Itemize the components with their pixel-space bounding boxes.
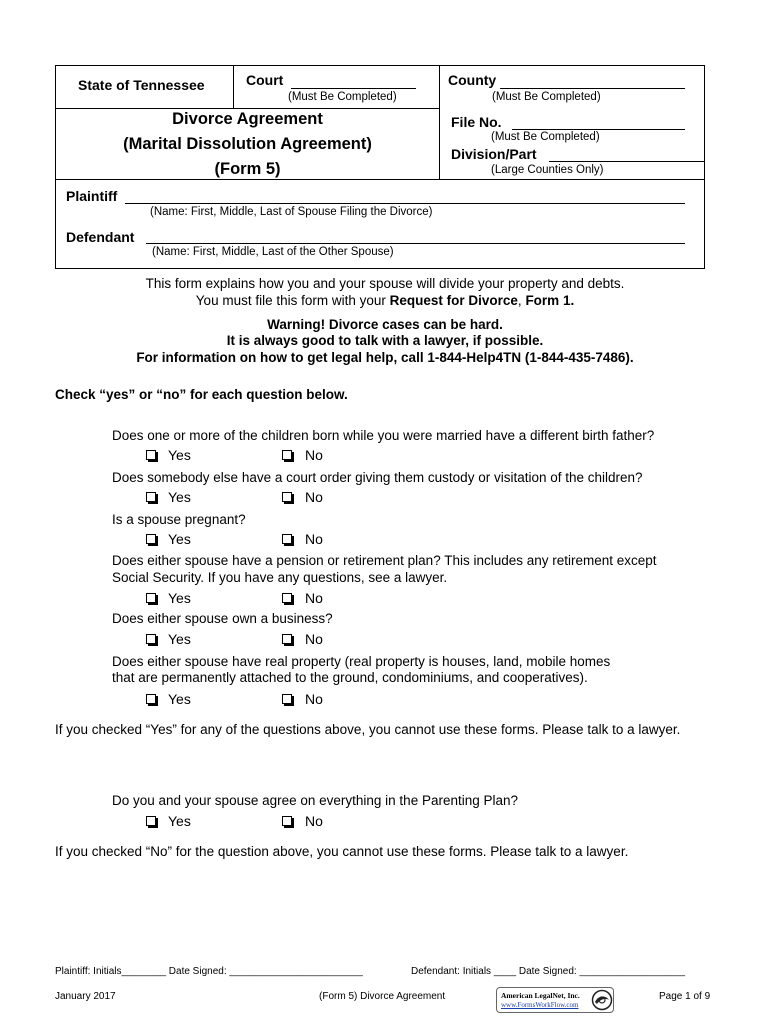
division-note: (Large Counties Only)	[491, 164, 604, 176]
court-label: Court	[246, 72, 284, 88]
footer-form-name: (Form 5) Divorce Agreement	[319, 991, 446, 1002]
court-note: (Must Be Completed)	[288, 91, 397, 103]
logo-company: American LegalNet, Inc.	[501, 991, 580, 1000]
defendant-label: Defendant	[66, 229, 135, 245]
division-field[interactable]	[549, 161, 704, 162]
q2-yes-label: Yes	[168, 489, 191, 505]
american-legalnet-logo	[496, 987, 614, 1013]
yes-warning: If you checked “Yes” for any of the questions above, you cannot use these forms. Please talk to a lawyer.	[55, 722, 681, 737]
caption-divider	[233, 65, 234, 108]
question-4: Does either spouse have a pension or retirement plan? This includes any retirement except	[112, 553, 657, 568]
defendant-note: (Name: First, Middle, Last of the Other Spouse)	[152, 246, 394, 258]
q5-no-label: No	[305, 631, 323, 647]
question-1: Does one or more of the children born while you were married have a different birth father?	[112, 428, 655, 443]
check-heading: Check “yes” or “no” for each question below.	[55, 387, 348, 402]
file-no-note: (Must Be Completed)	[491, 131, 600, 143]
q4-yes-label: Yes	[168, 590, 191, 606]
q6-yes-label: Yes	[168, 691, 191, 707]
parenting-yes-checkbox[interactable]	[146, 816, 156, 826]
form-title: Divorce Agreement	[172, 110, 323, 128]
question-3: Is a spouse pregnant?	[112, 512, 246, 527]
q3-no-label: No	[305, 531, 323, 547]
q1-yes-label: Yes	[168, 447, 191, 463]
division-label: Division/Part	[451, 146, 537, 162]
intro-line-1: This form explains how you and your spouse will divide your property and debts.	[145, 276, 625, 291]
intro-line-2: You must file this form with your Request for Divorce, Form 1.	[195, 293, 575, 308]
q5-yes-checkbox[interactable]	[146, 634, 156, 644]
defendant-field[interactable]	[146, 243, 685, 244]
court-field[interactable]	[291, 88, 416, 89]
q2-yes-checkbox[interactable]	[146, 492, 156, 502]
plaintiff-label: Plaintiff	[66, 188, 118, 204]
form-subtitle: (Marital Dissolution Agreement)	[123, 135, 372, 153]
question-6: Does either spouse have real property (real property is houses, land, mobile homes	[112, 654, 611, 669]
q2-no-label: No	[305, 489, 323, 505]
warning-line-1: Warning! Divorce cases can be hard.	[267, 317, 503, 332]
q5-yes-label: Yes	[168, 631, 191, 647]
q5-no-checkbox[interactable]	[282, 634, 292, 644]
globe-icon	[591, 989, 613, 1011]
plaintiff-field[interactable]	[125, 203, 685, 204]
q4-yes-checkbox[interactable]	[146, 593, 156, 603]
plaintiff-note: (Name: First, Middle, Last of Spouse Filing the Divorce)	[150, 206, 433, 218]
parenting-no-label: No	[305, 813, 323, 829]
q3-yes-checkbox[interactable]	[146, 534, 156, 544]
caption-divider	[55, 179, 705, 180]
warning-line-2: It is always good to talk with a lawyer, if possible.	[226, 333, 544, 348]
parenting-question: Do you and your spouse agree on everything in the Parenting Plan?	[112, 793, 519, 808]
county-label: County	[448, 72, 497, 88]
q6-yes-checkbox[interactable]	[146, 694, 156, 704]
state-label: State of Tennessee	[78, 77, 205, 93]
footer-date: January 2017	[55, 991, 116, 1002]
q1-no-checkbox[interactable]	[282, 450, 292, 460]
file-no-field[interactable]	[512, 129, 685, 130]
q4-no-checkbox[interactable]	[282, 593, 292, 603]
q3-yes-label: Yes	[168, 531, 191, 547]
page-number: Page 1 of 9	[659, 991, 711, 1002]
question-4-cont: Social Security. If you have any questions, see a lawyer.	[112, 570, 448, 585]
q2-no-checkbox[interactable]	[282, 492, 292, 502]
defendant-initials-line: Defendant: Initials ____ Date Signed: ___________________	[411, 966, 686, 977]
question-5: Does either spouse own a business?	[112, 611, 333, 626]
county-field[interactable]	[500, 88, 685, 89]
no-warning: If you checked “No” for the question above, you cannot use these forms. Please talk to a lawyer.	[55, 844, 629, 859]
plaintiff-initials-line: Plaintiff: Initials________ Date Signed: ________________________	[55, 966, 363, 977]
question-2: Does somebody else have a court order giving them custody or visitation of the children?	[112, 470, 643, 485]
county-note: (Must Be Completed)	[492, 91, 601, 103]
logo-url[interactable]: www.FormsWorkFlow.com	[501, 1001, 579, 1009]
q4-no-label: No	[305, 590, 323, 606]
q3-no-checkbox[interactable]	[282, 534, 292, 544]
q6-no-checkbox[interactable]	[282, 694, 292, 704]
form-number: (Form 5)	[214, 160, 281, 178]
caption-divider	[55, 108, 440, 109]
warning-line-3: For information on how to get legal help, call 1-844-Help4TN (1-844-435-7486).	[136, 350, 634, 365]
file-no-label: File No.	[451, 114, 502, 130]
q1-no-label: No	[305, 447, 323, 463]
q1-yes-checkbox[interactable]	[146, 450, 156, 460]
parenting-no-checkbox[interactable]	[282, 816, 292, 826]
parenting-yes-label: Yes	[168, 813, 191, 829]
q6-no-label: No	[305, 691, 323, 707]
question-6-cont: that are permanently attached to the ground, condominiums, and cooperatives).	[112, 670, 588, 685]
